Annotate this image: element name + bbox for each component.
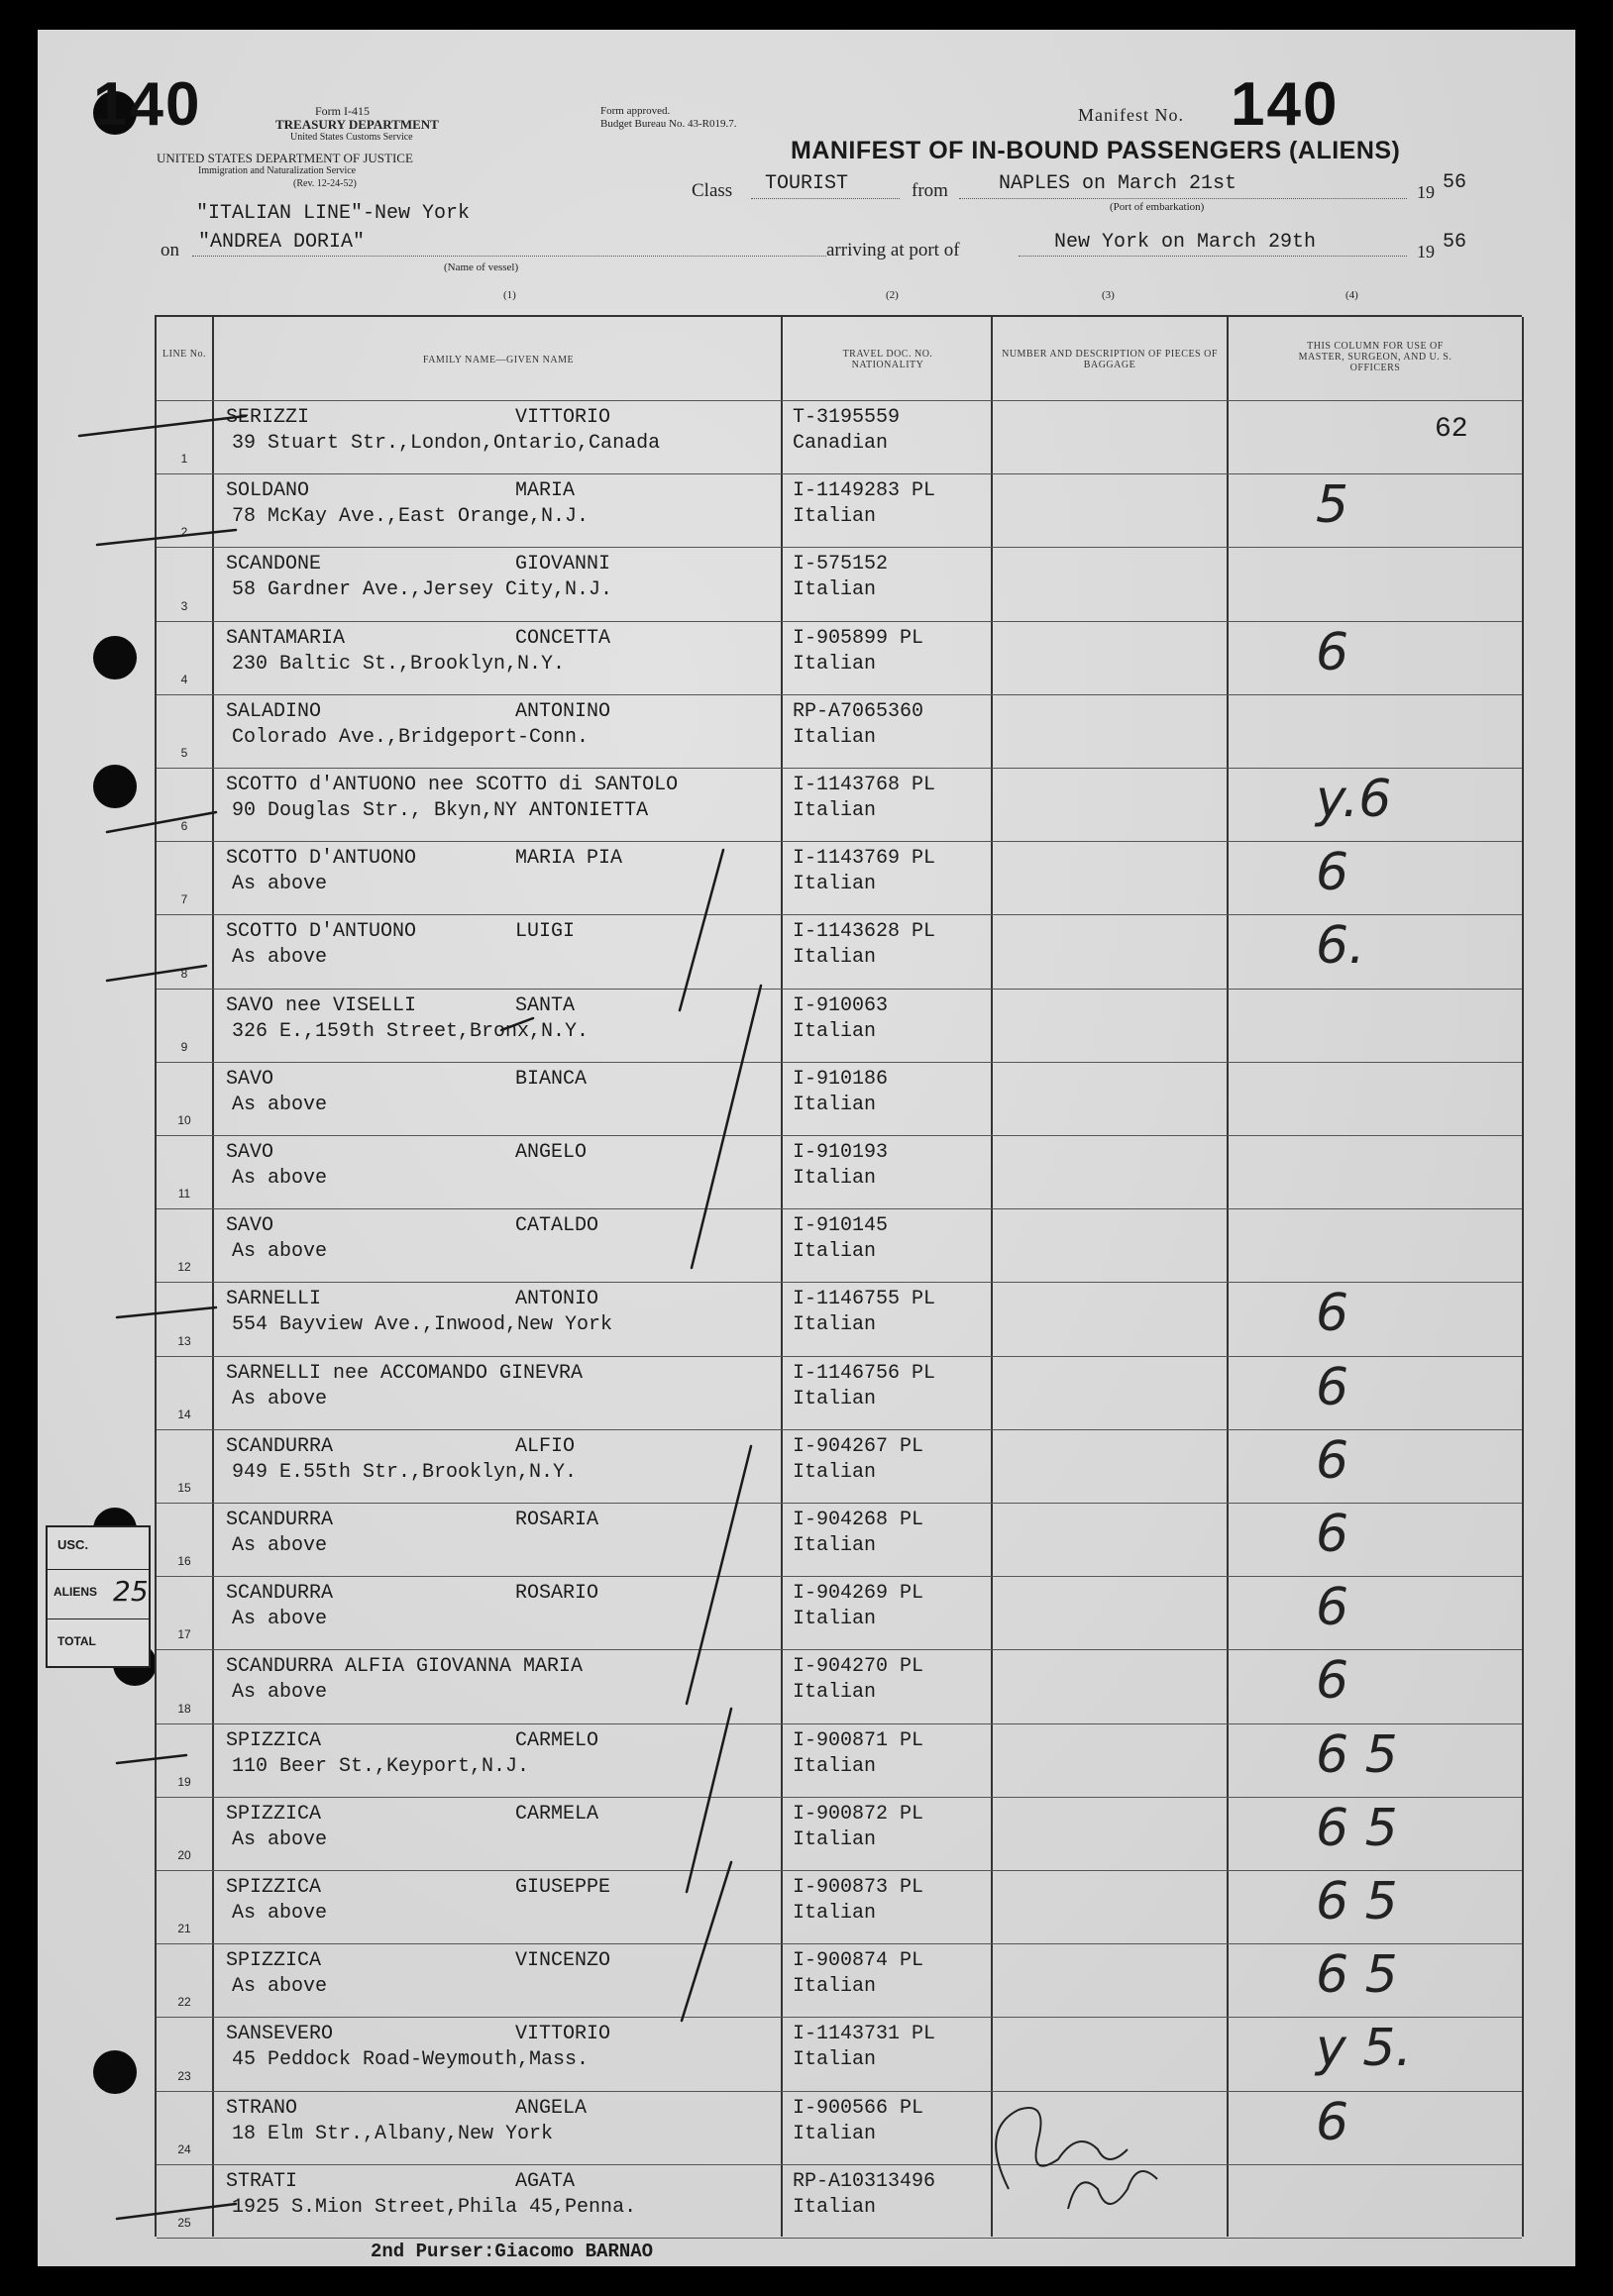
given-name: LUIGI (515, 920, 576, 944)
manifest-title: MANIFEST OF IN-BOUND PASSENGERS (ALIENS) (791, 137, 1401, 164)
given-name: GIOVANNI (515, 553, 611, 576)
family-name: SCANDURRA ALFIA GIOVANNA MARIA (226, 1655, 584, 1679)
officer-mark: 5 (1316, 475, 1349, 536)
total-label: TOTAL (57, 1634, 96, 1648)
family-name: SCOTTO D'ANTUONO (226, 847, 417, 871)
vessel-caption: (Name of vessel) (444, 261, 519, 273)
table-row (157, 768, 1522, 842)
table-row (157, 1649, 1522, 1723)
table-row (157, 1943, 1522, 2018)
line-number: 15 (177, 1480, 191, 1495)
col-number-2: (2) (886, 289, 899, 301)
family-name: SOLDANO (226, 479, 310, 503)
manifest-label: Manifest No. (1078, 105, 1184, 125)
given-name: CARMELO (515, 1728, 599, 1752)
from-value: NAPLES on March 21st (999, 172, 1237, 195)
vessel-name: "ANDREA DORIA" (198, 231, 366, 254)
line-number: 2 (180, 525, 188, 540)
travel-doc-number: I-1146756 PL (793, 1361, 936, 1385)
travel-doc-number: I-910063 (793, 993, 889, 1017)
officer-mark: 6 5 (1316, 1872, 1398, 1931)
given-name: MARIA PIA (515, 847, 623, 871)
officer-mark: 6. (1316, 916, 1365, 977)
table-row (157, 1503, 1522, 1577)
address: Colorado Ave.,Bridgeport-Conn. (232, 725, 590, 749)
family-name: SCANDURRA (226, 1509, 334, 1531)
nationality: Italian (793, 1167, 877, 1190)
aliens-label: ALIENS (54, 1585, 98, 1599)
given-name: ROSARIO (515, 1582, 599, 1606)
nationality: Italian (793, 725, 877, 749)
given-name: ANGELA (515, 2096, 588, 2120)
family-name: SCOTTO d'ANTUONO nee SCOTTO di SANTOLO (226, 774, 679, 796)
travel-doc-number: I-1149283 PL (793, 479, 936, 503)
given-name: CATALDO (515, 1214, 599, 1238)
budget-bureau: Budget Bureau No. 43-R019.7. (600, 118, 737, 130)
family-name: STRANO (226, 2096, 298, 2120)
given-name: ALFIO (515, 1434, 576, 1458)
given-name: SANTA (515, 993, 576, 1017)
nationality: Italian (793, 1608, 877, 1631)
nationality: Italian (793, 2048, 877, 2072)
family-name: SANSEVERO (226, 2023, 334, 2046)
address: 58 Gardner Ave.,Jersey City,N.J. (232, 578, 613, 602)
family-name: SPIZZICA (226, 1728, 322, 1752)
travel-doc-number: I-1143769 PL (793, 847, 936, 871)
given-name: CONCETTA (515, 626, 611, 650)
nationality: Italian (793, 2122, 877, 2145)
given-name: MARIA (515, 479, 576, 503)
line-number: 5 (180, 745, 188, 760)
line-number: 8 (180, 966, 188, 981)
line-number: 9 (180, 1039, 188, 1054)
travel-doc-number: I-575152 (793, 553, 889, 576)
address: 90 Douglas Str., Bkyn,NY ANTONIETTA (232, 799, 649, 822)
table-row (157, 1062, 1522, 1136)
table-row (157, 1429, 1522, 1504)
customs-label: United States Customs Service (290, 132, 413, 143)
nationality: Italian (793, 1093, 877, 1116)
family-name: SALADINO (226, 699, 322, 723)
nationality: Italian (793, 799, 877, 822)
form-approved: Form approved. (600, 105, 671, 117)
family-name: SCANDURRA (226, 1582, 334, 1606)
officer-mark: 6 (1316, 843, 1349, 903)
nationality: Italian (793, 946, 877, 970)
table-row (157, 547, 1522, 621)
manifest-number-right: 140 (1231, 70, 1340, 139)
officer-mark: 6 (1316, 622, 1349, 682)
from-label: from (912, 180, 948, 201)
year-1: 56 (1443, 171, 1467, 194)
line-number: 6 (180, 819, 188, 834)
line-number: 16 (177, 1554, 191, 1569)
line-number: 12 (177, 1260, 191, 1275)
line-name: "ITALIAN LINE"-New York (196, 202, 471, 225)
line-number: 21 (177, 1922, 191, 1936)
table-row (157, 989, 1522, 1063)
table-row (157, 694, 1522, 769)
address: 554 Bayview Ave.,Inwood,New York (232, 1313, 613, 1337)
family-name: SCOTTO D'ANTUONO (226, 920, 417, 944)
officer-mark: 6 5 (1316, 1945, 1398, 2006)
class-value: TOURIST (765, 172, 849, 195)
line-number: 4 (180, 672, 188, 686)
form-number: Form I-415 (315, 104, 370, 118)
line-number: 18 (177, 1701, 191, 1716)
address: As above (232, 1387, 328, 1410)
travel-doc-number: RP-A10313496 (793, 2169, 936, 2193)
col-number-4: (4) (1345, 289, 1358, 301)
travel-doc-number: I-900872 PL (793, 1802, 924, 1826)
table-row (157, 1870, 1522, 1944)
col-number-3: (3) (1102, 289, 1115, 301)
year-prefix-1: 19 (1417, 182, 1435, 202)
year-2: 56 (1443, 231, 1467, 254)
travel-doc-number: I-900871 PL (793, 1728, 924, 1752)
officer-mark: 6 5 (1316, 1724, 1398, 1785)
on-label: on (161, 240, 179, 261)
address: As above (232, 1167, 328, 1190)
table-row (157, 2164, 1522, 2239)
address: 18 Elm Str.,Albany,New York (232, 2122, 554, 2145)
given-name: VITTORIO (515, 406, 611, 429)
table-row (157, 1576, 1522, 1650)
punch-hole (93, 765, 137, 808)
table-row (157, 1356, 1522, 1430)
arriving-value: New York on March 29th (1054, 231, 1317, 254)
manifest-number-left: 140 (93, 70, 202, 139)
given-name: ROSARIA (515, 1509, 599, 1531)
nationality: Italian (793, 1534, 877, 1557)
address: 326 E.,159th Street,Bronx,N.Y. (232, 1019, 590, 1043)
travel-doc-number: I-904269 PL (793, 1582, 924, 1606)
alien-count-box (46, 1525, 151, 1668)
travel-doc-number: I-910145 (793, 1214, 889, 1238)
line-number: 25 (177, 2215, 191, 2230)
nationality: Italian (793, 873, 877, 896)
treasury-label: TREASURY DEPARTMENT (275, 117, 439, 132)
given-name: VITTORIO (515, 2023, 611, 2046)
address: 1925 S.Mion Street,Phila 45,Penna. (232, 2195, 637, 2219)
address: 949 E.55th Str.,Brooklyn,N.Y. (232, 1460, 578, 1484)
line-number: 20 (177, 1847, 191, 1862)
travel-doc-number: I-900566 PL (793, 2096, 924, 2120)
officer-mark: 6 (1316, 2092, 1349, 2152)
table-row (157, 621, 1522, 695)
usc-label: USC. (57, 1537, 89, 1552)
travel-doc-number: I-904268 PL (793, 1509, 924, 1531)
address: As above (232, 1608, 328, 1631)
col-header-baggage: NUMBER AND DESCRIPTION OF PIECES OF BAGGAGE (1002, 349, 1218, 370)
nationality: Italian (793, 1313, 877, 1337)
travel-doc-number: I-910193 (793, 1141, 889, 1164)
officer-mark: 6 (1316, 1578, 1349, 1638)
given-name: CARMELA (515, 1802, 599, 1826)
given-name: AGATA (515, 2169, 576, 2193)
family-name: SCANDURRA (226, 1434, 334, 1458)
line-number: 10 (177, 1112, 191, 1127)
address: As above (232, 1681, 328, 1705)
family-name: STRATI (226, 2169, 298, 2193)
nationality: Italian (793, 505, 877, 529)
address: As above (232, 946, 328, 970)
travel-doc-number: I-910186 (793, 1067, 889, 1091)
line-number: 24 (177, 2141, 191, 2156)
line-number: 13 (177, 1333, 191, 1348)
line-number: 11 (177, 1187, 191, 1201)
nationality: Italian (793, 2195, 877, 2219)
justice-label: UNITED STATES DEPARTMENT OF JUSTICE (157, 151, 413, 165)
officer-mark: 6 (1316, 1284, 1349, 1344)
table-row (157, 1208, 1522, 1283)
line-number: 23 (177, 2068, 191, 2083)
family-name: SERIZZI (226, 406, 310, 429)
passenger-table (155, 315, 1522, 2237)
family-name: SPIZZICA (226, 1876, 322, 1899)
nationality: Italian (793, 1460, 877, 1484)
aliens-count: 25 (113, 1575, 149, 1608)
address: As above (232, 873, 328, 896)
given-name: ANGELO (515, 1141, 588, 1164)
travel-doc-number: I-1143731 PL (793, 2023, 936, 2046)
address: As above (232, 1975, 328, 1999)
year-prefix-2: 19 (1417, 242, 1435, 261)
officer-mark: 6 5 (1316, 1798, 1398, 1858)
table-row (157, 841, 1522, 915)
given-name: VINCENZO (515, 1949, 611, 1973)
line-number: 22 (177, 1995, 191, 2010)
travel-doc-number: I-904270 PL (793, 1655, 924, 1679)
officer-mark: y 5. (1316, 2019, 1412, 2079)
travel-doc-number: I-900873 PL (793, 1876, 924, 1899)
punch-hole (93, 636, 137, 679)
col-header-officers: THIS COLUMN FOR USE OF MASTER, SURGEON, AND U. S. OFFICERS (1298, 341, 1452, 373)
line-number: 19 (177, 1774, 191, 1789)
col-header-travel-doc: TRAVEL DOC. NO. NATIONALITY (842, 349, 933, 370)
line-number: 7 (180, 892, 188, 907)
line-number: 3 (180, 598, 188, 613)
given-name: ANTONIO (515, 1288, 599, 1311)
address: As above (232, 1093, 328, 1116)
family-name: SPIZZICA (226, 1802, 322, 1826)
nationality: Italian (793, 1827, 877, 1851)
travel-doc-number: T-3195559 (793, 406, 901, 429)
address: 78 McKay Ave.,East Orange,N.J. (232, 505, 590, 529)
address: 45 Peddock Road-Weymouth,Mass. (232, 2048, 590, 2072)
given-name: GIUSEPPE (515, 1876, 611, 1899)
family-name: SARNELLI nee ACCOMANDO GINEVRA (226, 1361, 584, 1385)
officer-mark: 6 (1316, 1651, 1349, 1712)
travel-doc-number: I-904267 PL (793, 1434, 924, 1458)
family-name: SANTAMARIA (226, 626, 346, 650)
family-name: SAVO nee VISELLI (226, 993, 417, 1017)
address: As above (232, 1534, 328, 1557)
family-name: SAVO (226, 1141, 274, 1164)
table-row (157, 1723, 1522, 1798)
address: 230 Baltic St.,Brooklyn,N.Y. (232, 652, 566, 676)
address: As above (232, 1827, 328, 1851)
officer-mark: y.6 (1316, 770, 1392, 829)
nationality: Italian (793, 578, 877, 602)
travel-doc-number: I-900874 PL (793, 1949, 924, 1973)
family-name: SPIZZICA (226, 1949, 322, 1973)
line-number: 17 (177, 1627, 191, 1642)
line-number: 1 (180, 452, 188, 467)
table-row (157, 1135, 1522, 1209)
officer-mark: 6 (1316, 1357, 1349, 1417)
family-name: SCANDONE (226, 553, 322, 576)
travel-doc-number: I-1146755 PL (793, 1288, 936, 1311)
travel-doc-number: I-905899 PL (793, 626, 924, 650)
officer-mark: 62 (1435, 414, 1468, 445)
family-name: SARNELLI (226, 1288, 322, 1311)
col-header-family-name: FAMILY NAME—GIVEN NAME (422, 355, 575, 365)
nationality: Italian (793, 652, 877, 676)
table-row (157, 2017, 1522, 2091)
nationality: Canadian (793, 432, 889, 455)
rev-label: (Rev. 12-24-52) (293, 178, 357, 189)
table-row (157, 400, 1522, 474)
punch-hole (93, 2050, 137, 2094)
nationality: Italian (793, 1019, 877, 1043)
nationality: Italian (793, 1975, 877, 1999)
class-label: Class (692, 180, 733, 201)
col-header-line-no: LINE No. (162, 349, 206, 360)
nationality: Italian (793, 1754, 877, 1778)
travel-doc-number: RP-A7065360 (793, 699, 924, 723)
table-row (157, 914, 1522, 989)
port-embarkation-caption: (Port of embarkation) (1110, 201, 1205, 213)
col-number-1: (1) (503, 289, 516, 301)
family-name: SAVO (226, 1214, 274, 1238)
address: 39 Stuart Str.,London,Ontario,Canada (232, 432, 661, 455)
address: As above (232, 1902, 328, 1925)
family-name: SAVO (226, 1067, 274, 1091)
table-row (157, 2091, 1522, 2165)
given-name: ANTONINO (515, 699, 611, 723)
given-name: BIANCA (515, 1067, 588, 1091)
manifest-page (38, 30, 1575, 2266)
nationality: Italian (793, 1240, 877, 1264)
nationality: Italian (793, 1681, 877, 1705)
ins-label: Immigration and Naturalization Service (198, 165, 357, 176)
nationality: Italian (793, 1902, 877, 1925)
officer-mark: 6 (1316, 1505, 1349, 1564)
address: 110 Beer St.,Keyport,N.J. (232, 1754, 530, 1778)
arriving-label: arriving at port of (826, 240, 960, 261)
address: As above (232, 1240, 328, 1264)
table-row (157, 1797, 1522, 1871)
officer-mark: 6 (1316, 1430, 1349, 1491)
line-number: 14 (177, 1407, 191, 1421)
nationality: Italian (793, 1387, 877, 1410)
travel-doc-number: I-1143628 PL (793, 920, 936, 944)
travel-doc-number: I-1143768 PL (793, 774, 936, 796)
purser-signature: 2nd Purser:Giacomo BARNAO (371, 2241, 654, 2262)
table-row (157, 1282, 1522, 1356)
table-row (157, 473, 1522, 548)
